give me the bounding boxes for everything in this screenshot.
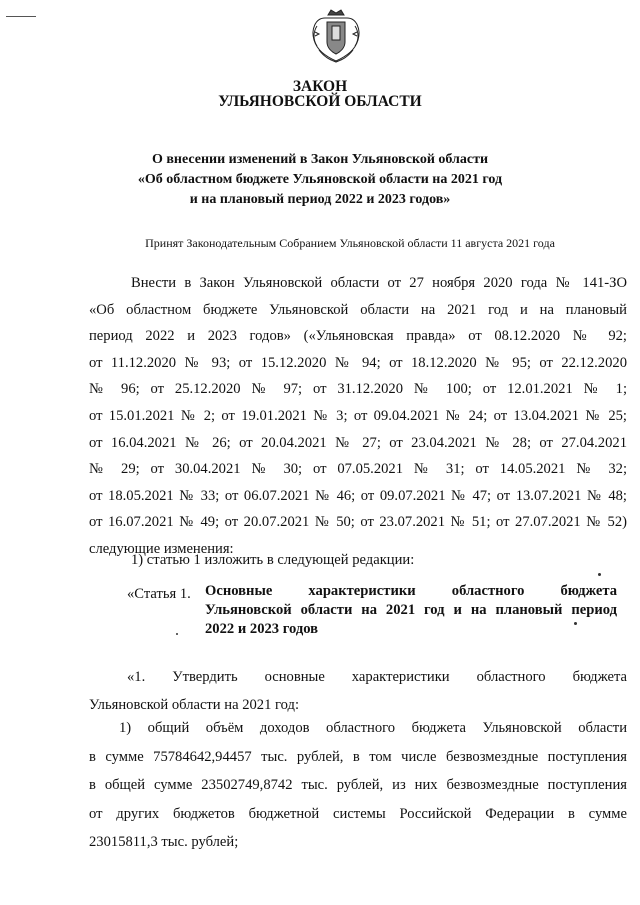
paragraph-line: в сумме 75784642,94457 тыс. рублей, в том числе безвозмездные поступления [89,748,627,765]
law-subject [0,150,640,210]
article-title-line: Ульяновской области на 2021 год и на плановый период [205,602,617,618]
adoption-note: Принят Законодательным Собранием Ульяновской области 11 августа 2021 года [145,236,555,250]
article-title [205,582,617,639]
coat-of-arms-icon [309,6,363,66]
paragraph-line: следующие изменения: [89,540,234,557]
corner-scan-mark [6,16,36,17]
subitem-1 [89,714,627,857]
paragraph-line: Ульяновской области на 2021 год: [89,697,300,713]
paragraph-line: № 29; от 30.04.2021 № 30; от 07.05.2021 № 31; от 14.05.2021 № 32; [89,461,627,478]
paragraph-line: Внести в Закон Ульяновской области от 27 ноября 2020 года № 141-ЗО [131,275,627,291]
paragraph-line: от 11.12.2020 № 93; от 15.12.2020 № 94; от 18.12.2020 № 95; от 22.12.2020 [89,354,627,371]
paragraph-line: от 18.05.2021 № 33; от 06.07.2021 № 46; от 09.07.2021 № 47; от 13.07.2021 № 48; [89,487,627,504]
article-title-line: 2022 и 2023 годов [205,621,319,637]
paragraph-line: 1) общий объём доходов областного бюджета Ульяновской области [119,720,627,736]
law-region: УЛЬЯНОВСКОЙ ОБЛАСТИ [218,93,422,110]
scan-speck [598,573,601,576]
subject-line: и на плановый период 2022 и 2023 годов» [189,192,451,207]
subject-line: «Об областном бюджете Ульяновской области на 2021 год [137,172,503,187]
subject-line: О внесении изменений в Закон Ульяновской области [151,152,489,167]
scan-speck [176,633,178,635]
paragraph-line: от других бюджетов бюджетной системы Российской Федерации в сумме [89,805,627,822]
intro-paragraph [89,270,627,563]
paragraph-line: от 16.04.2021 № 26; от 20.04.2021 № 27; от 23.04.2021 № 28; от 27.04.2021 [89,434,627,451]
paragraph-line: «1. Утвердить основные характеристики областного бюджета [127,669,627,685]
law-heading [0,79,640,109]
paragraph-line: от 16.07.2021 № 49; от 20.07.2021 № 50; от 23.07.2021 № 51; от 27.07.2021 № 52) [89,514,627,531]
paragraph-line: в общей сумме 23502749,8742 тыс. рублей, из них безвозмездные поступления [89,777,627,793]
scan-speck [574,622,577,625]
paragraph-line: от 15.01.2021 № 2; от 19.01.2021 № 3; от 09.04.2021 № 24; от 13.04.2021 № 25; [89,407,627,424]
article-number: «Статья 1. [127,586,191,602]
paragraph-line: 23015811,3 тыс. рублей; [89,834,239,850]
paragraph-line: «Об областном бюджете Ульяновской области на 2021 год и на плановый [89,301,627,318]
paragraph-line: № 96; от 25.12.2020 № 97; от 31.12.2020 № 100; от 12.01.2021 № 1; [89,381,627,398]
paragraph-line: период 2022 и 2023 годов» («Ульяновская правда» от 08.12.2020 № 92; [89,328,627,345]
item-1: 1) статью 1 изложить в следующей редакции: [131,552,415,568]
part-1 [89,663,627,719]
law-doc-type: ЗАКОН [292,78,348,95]
article-title-line: Основные характеристики областного бюджета [205,583,617,599]
